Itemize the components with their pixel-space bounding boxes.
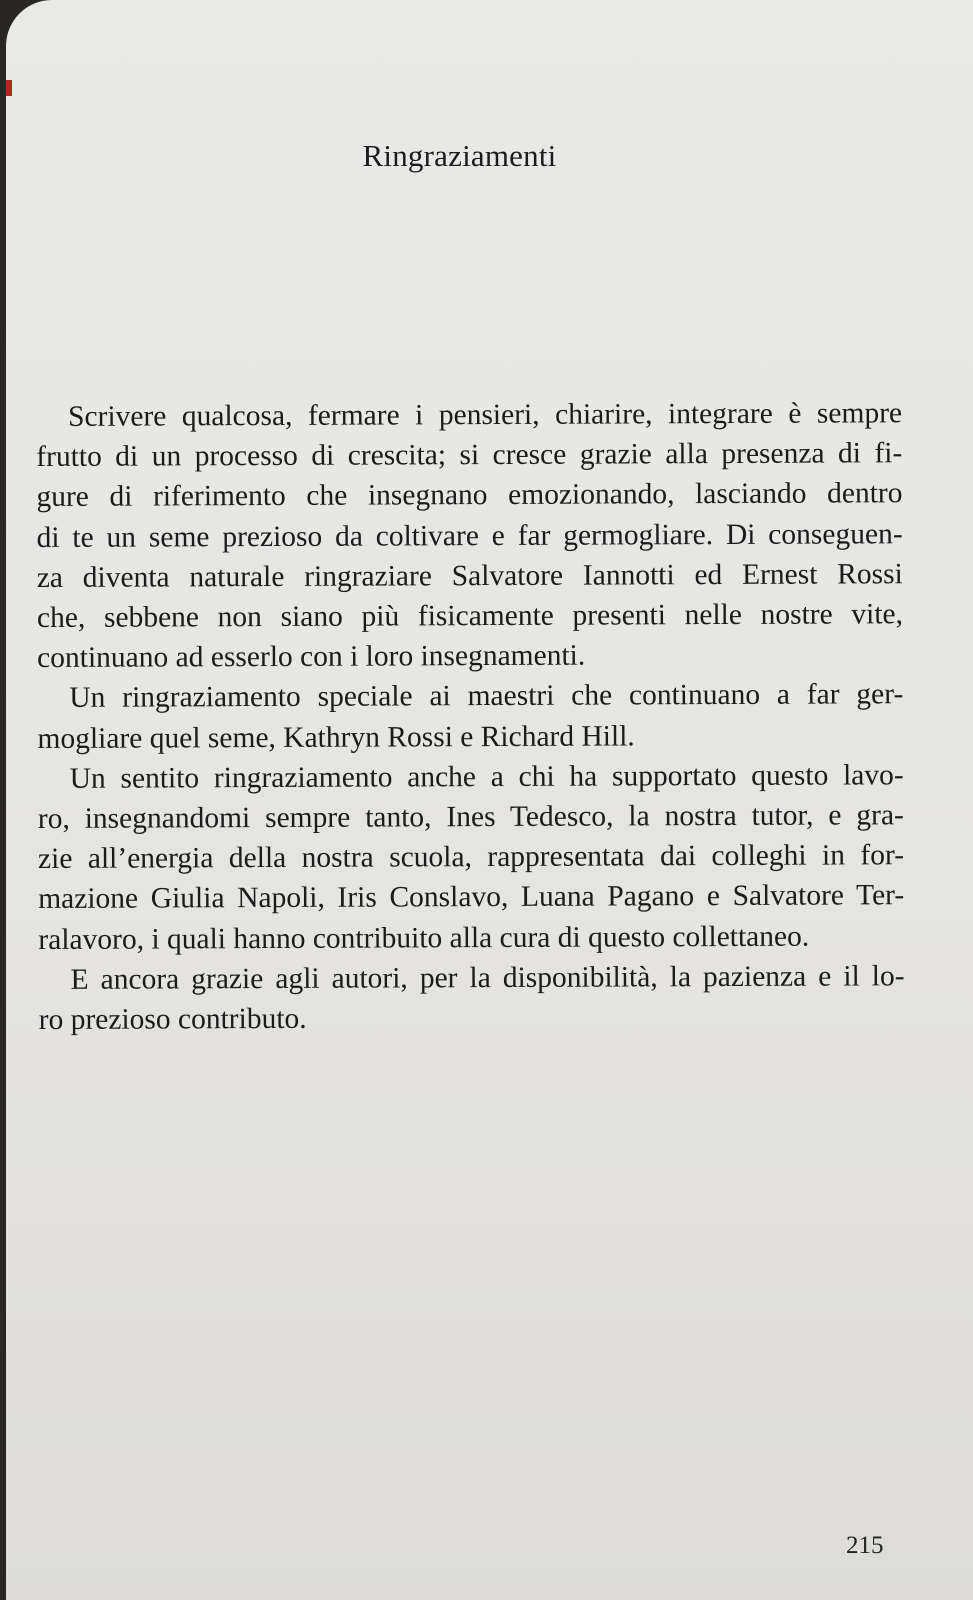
text-line: ro prezioso contributo. — [38, 1002, 307, 1037]
text-line: di te un seme prezioso da coltivare e far germogliare. Di conseguen- — [36, 517, 903, 554]
body-text — [36, 393, 905, 1040]
text-line: E ancora grazie agli autori, per la disponibilità, la pazienza e il lo- — [70, 960, 905, 996]
text-line: frutto di un processo di crescita; si cresce grazie alla presenza di fi- — [36, 437, 903, 474]
page-title: Ringraziamenti — [362, 138, 557, 173]
text-line: che, sebbene non siano più fisicamente presenti nelle nostre vite, — [36, 598, 904, 635]
text-line: ro, insegnandomi sempre tanto, Ines Tedesco, la nostra tutor, e gra- — [37, 799, 904, 836]
text-line: gure di riferimento che insegnano emozionando, lasciando dentro — [36, 477, 903, 514]
page-edge-marker — [6, 80, 12, 96]
text-line: Scrivere qualcosa, fermare i pensieri, chiarire, integrare è sempre — [68, 397, 903, 433]
book-page — [6, 0, 973, 1600]
text-line: Un sentito ringraziamento anche a chi ha supportato questo lavo- — [69, 759, 904, 795]
text-line: mogliare quel seme, Kathryn Rossi e Richard Hill. — [37, 720, 635, 755]
text-line: zie all’energia della nostra scuola, rappresentata dai colleghi in for- — [37, 839, 905, 876]
text-line: Un ringraziamento speciale ai maestri che continuano a far ger- — [69, 678, 904, 715]
page-number: 215 — [846, 1532, 884, 1559]
text-line: za diventa naturale ringraziare Salvatore Iannotti ed Ernest Rossi — [36, 558, 903, 594]
text-line: ralavoro, i quali hanno contribuito alla cura di questo collettaneo. — [38, 920, 810, 956]
text-line: mazione Giulia Napoli, Iris Conslavo, Luana Pagano e Salvatore Ter- — [38, 879, 905, 916]
text-line: continuano ad esserlo con i loro insegnamenti. — [37, 639, 586, 675]
